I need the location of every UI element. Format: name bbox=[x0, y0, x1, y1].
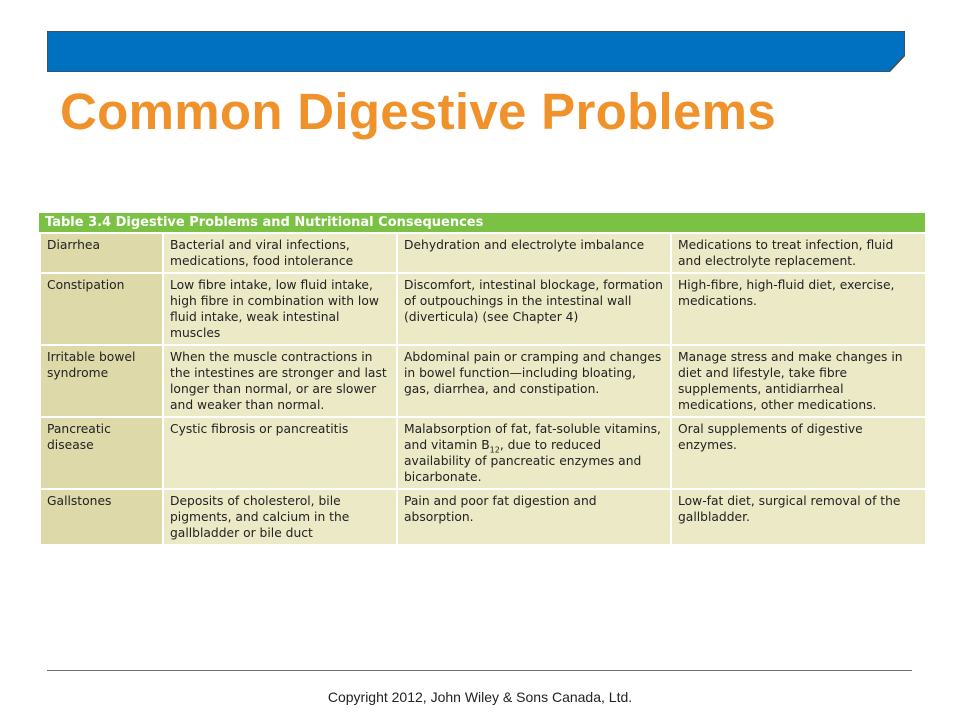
problem-cell: Diarrhea bbox=[40, 233, 163, 273]
causes-cell: Deposits of cholesterol, bile pigments, and calcium in the gallbladder or bile duct bbox=[163, 489, 397, 545]
table-row bbox=[40, 273, 926, 345]
problem-cell: Irritable bowel syndrome bbox=[40, 345, 163, 417]
table-row bbox=[40, 345, 926, 417]
treatment-cell: Medications to treat infection, fluid and electrolyte replacement. bbox=[671, 233, 926, 273]
problem-cell: Gallstones bbox=[40, 489, 163, 545]
consequences-text-end: , due to reduced availability of pancreatic enzymes and bicarbonate. bbox=[404, 438, 642, 484]
table-caption: Table 3.4 Digestive Problems and Nutritional Consequences bbox=[39, 213, 925, 232]
problem-cell: Pancreatic disease bbox=[40, 417, 163, 489]
table-row bbox=[40, 233, 926, 273]
digestive-problems-table bbox=[39, 213, 925, 546]
treatment-cell: Manage stress and make changes in diet and lifestyle, take fibre supplements, antidiarrheal medications, other medications. bbox=[671, 345, 926, 417]
causes-cell: Bacterial and viral infections, medications, food intolerance bbox=[163, 233, 397, 273]
header-accent-bar bbox=[47, 31, 905, 72]
treatment-cell: Low-fat diet, surgical removal of the gallbladder. bbox=[671, 489, 926, 545]
consequences-cell: Dehydration and electrolyte imbalance bbox=[397, 233, 671, 273]
causes-cell: Low fibre intake, low fluid intake, high fibre in combination with low fluid intake, weak intestinal muscles bbox=[163, 273, 397, 345]
consequences-cell: Discomfort, intestinal blockage, formation of outpouchings in the intestinal wall (diverticula) (see Chapter 4) bbox=[397, 273, 671, 345]
problem-cell: Constipation bbox=[40, 273, 163, 345]
vitamin-subscript: 12 bbox=[489, 445, 500, 455]
table-row bbox=[40, 417, 926, 489]
slide-title: Common Digestive Problems bbox=[60, 83, 776, 140]
consequences-cell: Pain and poor fat digestion and absorption. bbox=[397, 489, 671, 545]
consequences-text-start: Malabsorption of fat, fat-soluble vitamins, and vitamin B bbox=[404, 422, 661, 452]
causes-cell: When the muscle contractions in the intestines are stronger and last longer than normal, or are slower and weaker than normal. bbox=[163, 345, 397, 417]
causes-cell: Cystic fibrosis or pancreatitis bbox=[163, 417, 397, 489]
table-row bbox=[40, 489, 926, 545]
treatment-cell: High-fibre, high-fluid diet, exercise, medications. bbox=[671, 273, 926, 345]
consequences-cell: Abdominal pain or cramping and changes in bowel function—including bloating, gas, diarrhea, and constipation. bbox=[397, 345, 671, 417]
treatment-cell: Oral supplements of digestive enzymes. bbox=[671, 417, 926, 489]
footer-divider bbox=[47, 670, 912, 671]
copyright-notice: Copyright 2012, John Wiley & Sons Canada, Ltd. bbox=[327, 689, 633, 705]
consequences-cell bbox=[397, 417, 671, 489]
